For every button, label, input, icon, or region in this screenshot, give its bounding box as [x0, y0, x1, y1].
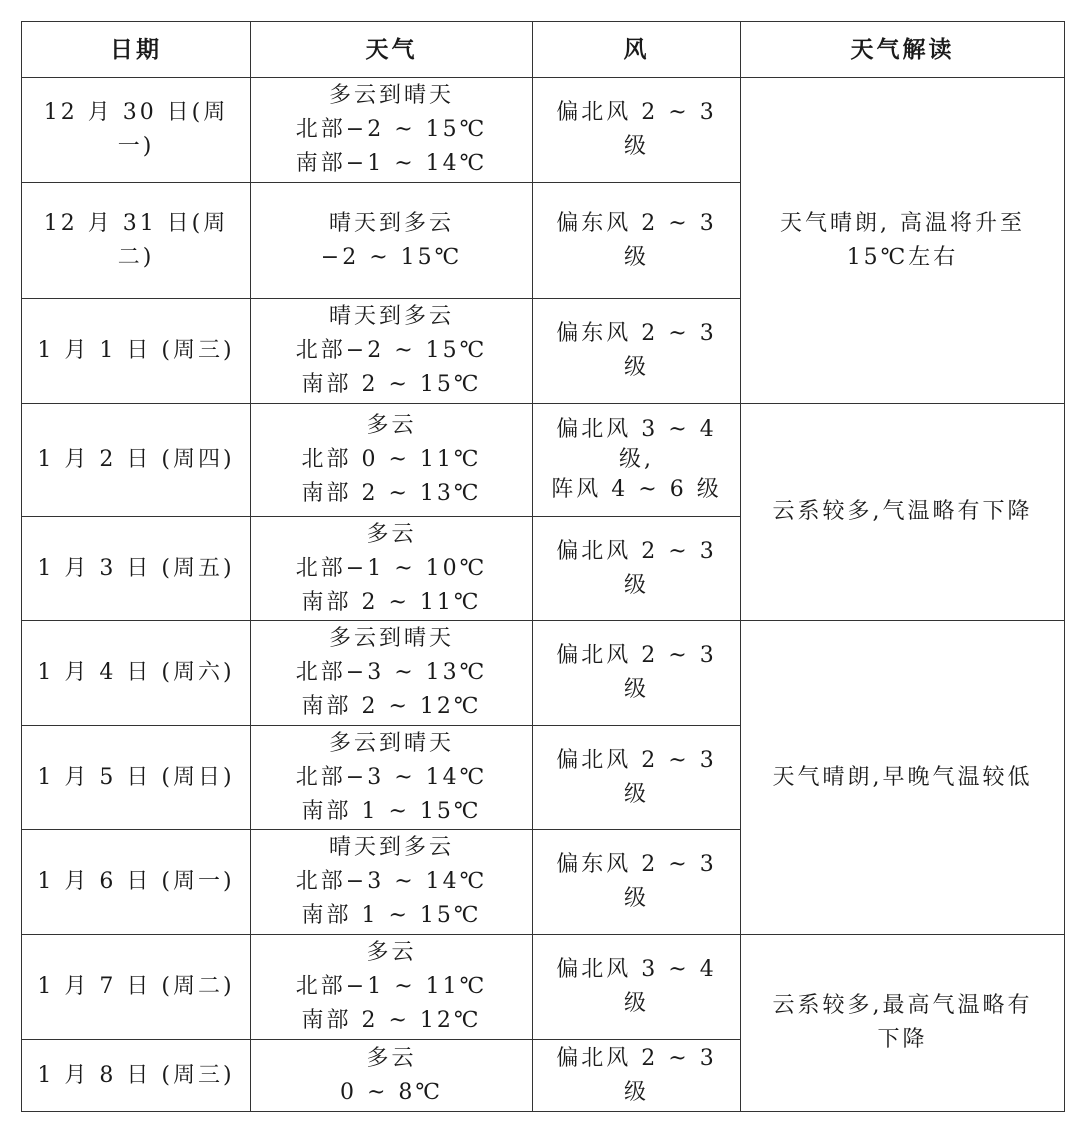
weather-line: 多云 [366, 413, 417, 438]
wind-line: 偏东风 2 ~ 3 级 [556, 210, 717, 270]
header-date: 日期 [22, 22, 251, 78]
weather-line: 南部 2 ~ 15℃ [301, 372, 482, 397]
weather-line: 南部 2 ~ 12℃ [301, 694, 482, 719]
weather-line: 南部 1 ~ 15℃ [301, 798, 482, 824]
wind-cell [533, 935, 741, 1040]
wind-line: 阵风 4 ~ 6 级 [551, 477, 722, 502]
wind-line: 偏东风 2 ~ 3 级 [556, 321, 717, 380]
wind-cell [533, 517, 741, 621]
header-wind: 风 [533, 22, 741, 78]
weather-line: 北部−1 ~ 10℃ [295, 555, 488, 581]
interpretation-cell [741, 78, 1065, 404]
weather-line: 晴天到多云 [328, 304, 454, 329]
table-row [22, 78, 1065, 183]
date-cell: 1 月 3 日 (周五) [22, 517, 251, 621]
weather-cell [251, 1040, 533, 1112]
weather-line: 南部 2 ~ 11℃ [301, 589, 482, 615]
weather-line: 多云 [366, 521, 417, 547]
wind-line: 偏北风 2 ~ 3 级 [556, 643, 717, 702]
table-row [22, 935, 1065, 1040]
weather-cell [251, 517, 533, 621]
wind-cell [533, 621, 741, 726]
wind-cell [533, 78, 741, 183]
wind-cell [533, 183, 741, 299]
wind-line: 偏东风 2 ~ 3 级 [556, 852, 717, 911]
date-cell: 12 月 30 日(周一) [22, 78, 251, 183]
weather-line: 南部−1 ~ 14℃ [295, 151, 488, 176]
interpretation-line: 云系较多,气温略有下降 [772, 499, 1033, 524]
wind-line: 偏北风 3 ~ 4 级, [556, 417, 717, 472]
weather-line: 多云到晴天 [328, 730, 454, 756]
interpretation-cell [741, 935, 1065, 1112]
weather-line: 多云到晴天 [328, 83, 454, 108]
wind-cell [533, 404, 741, 517]
weather-line: 北部−3 ~ 14℃ [295, 869, 488, 894]
header-weather: 天气 [251, 22, 533, 78]
weather-cell [251, 299, 533, 404]
weather-line: 北部−3 ~ 14℃ [295, 764, 488, 790]
date-cell: 1 月 4 日 (周六) [22, 621, 251, 726]
wind-line: 偏北风 2 ~ 3 级 [556, 100, 717, 159]
date-cell: 1 月 8 日 (周三) [22, 1040, 251, 1112]
wind-line: 偏北风 2 ~ 3 级 [556, 1045, 717, 1105]
header-row [22, 22, 1065, 78]
weather-line: 北部−2 ~ 15℃ [295, 117, 488, 142]
table-row [22, 621, 1065, 726]
wind-cell [533, 726, 741, 830]
date-cell: 1 月 5 日 (周日) [22, 726, 251, 830]
weather-cell [251, 830, 533, 935]
weather-cell [251, 183, 533, 299]
weather-line: 多云到晴天 [328, 626, 454, 651]
weather-line: 晴天到多云 [328, 210, 454, 236]
weather-cell [251, 621, 533, 726]
wind-cell [533, 299, 741, 404]
wind-line: 偏北风 2 ~ 3 级 [556, 747, 717, 807]
weather-line: 多云 [366, 1045, 417, 1071]
weather-line: 多云 [366, 940, 417, 965]
interpretation-line: 下降 [877, 1027, 928, 1052]
interpretation-cell [741, 404, 1065, 621]
interpretation-line: 15℃左右 [846, 244, 959, 270]
header-interpretation: 天气解读 [741, 22, 1065, 78]
weather-line: −2 ~ 15℃ [320, 244, 463, 270]
weather-cell [251, 78, 533, 183]
interpretation-cell [741, 621, 1065, 935]
table-row [22, 404, 1065, 517]
date-cell: 1 月 2 日 (周四) [22, 404, 251, 517]
weather-forecast-table [21, 21, 1065, 1112]
date-cell: 1 月 7 日 (周二) [22, 935, 251, 1040]
weather-line: 晴天到多云 [328, 835, 454, 860]
weather-line: 南部 1 ~ 15℃ [301, 903, 482, 928]
wind-line: 偏北风 3 ~ 4 级 [556, 957, 717, 1016]
wind-cell [533, 1040, 741, 1112]
weather-cell [251, 726, 533, 830]
weather-line: 北部 0 ~ 11℃ [301, 447, 482, 472]
weather-line: 北部−2 ~ 15℃ [295, 338, 488, 363]
date-cell: 1 月 6 日 (周一) [22, 830, 251, 935]
weather-line: 北部−1 ~ 11℃ [295, 974, 488, 999]
weather-line: 0 ~ 8℃ [339, 1079, 444, 1105]
date-cell: 1 月 1 日 (周三) [22, 299, 251, 404]
interpretation-line: 云系较多,最高气温略有 [772, 993, 1033, 1018]
interpretation-line: 天气晴朗,早晚气温较低 [772, 764, 1033, 790]
weather-cell [251, 404, 533, 517]
weather-line: 南部 2 ~ 12℃ [301, 1008, 482, 1033]
weather-line: 北部−3 ~ 13℃ [295, 660, 488, 685]
interpretation-line: 天气晴朗, 高温将升至 [780, 210, 1025, 236]
date-cell: 12 月 31 日(周二) [22, 183, 251, 299]
weather-line: 南部 2 ~ 13℃ [301, 481, 482, 506]
wind-cell [533, 830, 741, 935]
weather-cell [251, 935, 533, 1040]
wind-line: 偏北风 2 ~ 3 级 [556, 538, 717, 598]
